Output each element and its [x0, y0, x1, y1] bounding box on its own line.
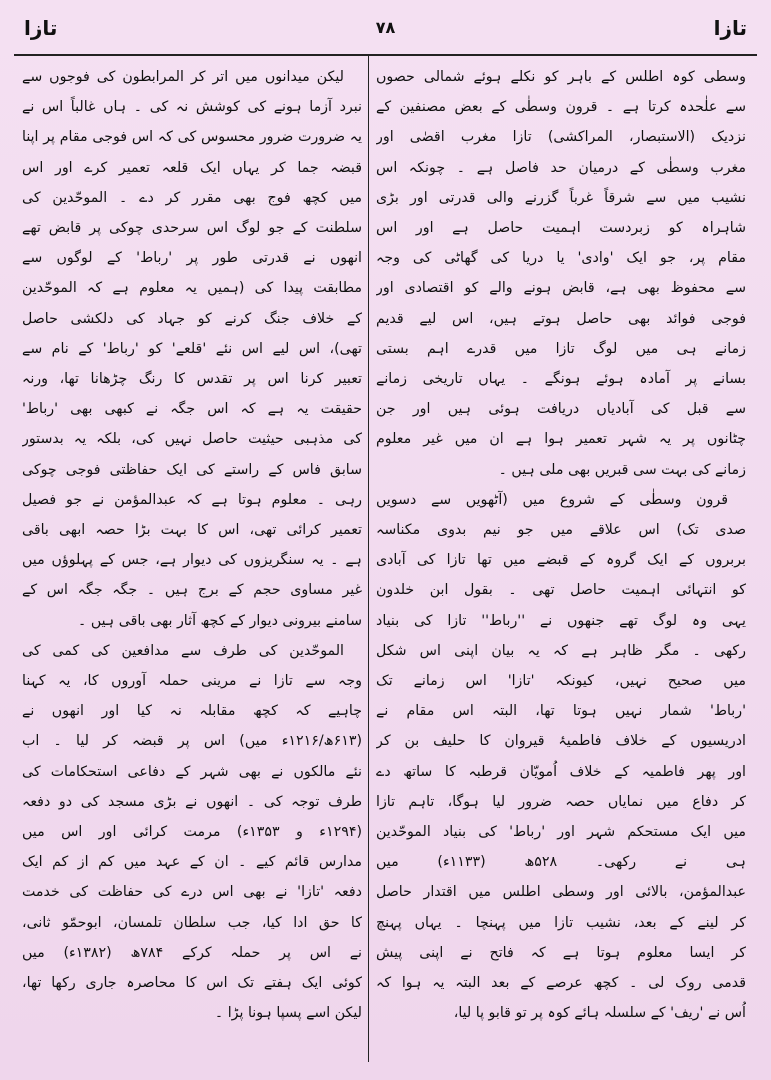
text-line: دفعہ 'تازا' نے بھی اس درے کی حفاظت کی خدمت: [22, 884, 362, 901]
text-line: میں کچھ فوج بھی مقرر کر دے ۔ الموحّدین کی: [22, 189, 362, 206]
text-line: نئے مالکوں نے بھی شہر کے دفاعی استحکامات کی: [22, 763, 362, 780]
text-line: انھوں نے قدرتی طور پر 'رباط' کے لوگوں سے: [22, 250, 362, 267]
text-line: الموحّدین کی طرف سے مدافعین کی کمی کی: [22, 642, 344, 659]
text-line: نبرد آزما ہونے کی کوشش نہ کی ۔ ہاں غالباً اس نے: [22, 99, 362, 116]
text-line: غیر مساوی حجم کے برج ہیں ۔ جگہ جگہ اس کے: [22, 582, 362, 599]
text-line: قرون وسطٰی کے شروع میں (آٹھویں سے دسویں: [376, 491, 728, 508]
text-line: ہے ۔ یہ سنگریزوں کی دیوار ہے، جس کے پہلوؤں میں: [22, 552, 362, 569]
text-line: تعمیر کرائی تھی، اس کا بہت بڑا حصہ ابھی باقی: [22, 522, 362, 539]
text-line: نشیب میں سے شرقاً غرباً گزرنے والی قدرتی اور بڑی: [376, 189, 746, 206]
right-column: [376, 62, 746, 1029]
page-header: [14, 6, 757, 52]
left-column: [22, 62, 362, 1029]
text-line: چٹانوں پر یہ شہر تعمیر ہوا ہے ان میں غیر معلوم: [376, 431, 746, 448]
text-line: سابق فاس کے راستے کی ایک حفاظتی فوجی چوکی: [22, 461, 362, 478]
text-line: مقام پر، جو ایک 'وادی' یا دریا کی گھاٹی کی وجہ: [376, 250, 746, 267]
column-divider: [368, 56, 369, 1062]
text-line: زمانے ہی میں لوگ تازا میں قدرے اہم بستی: [376, 340, 746, 357]
text-line: یہ ضرورت ضرور محسوس کی کہ اس فوجی مقام پر اپنا: [22, 129, 362, 146]
text-line: ہی نے رکھی۔ ۵۲۸ھ (۱۱۳۳ء) میں: [376, 854, 746, 871]
text-line: کر ایسا معلوم ہوتا ہے کہ فاتح نے اپنی پیش: [376, 944, 746, 961]
text-line: سے قبل کی آبادیاں دریافت ہوئی ہیں اور جن: [376, 401, 746, 418]
text-line: فوجی فوائد بھی حاصل ہوتے ہیں، اس لیے قدیم: [376, 310, 746, 327]
text-line: لیکن میدانوں میں اتر کر المرابطون کی فوجوں سے: [22, 69, 344, 85]
running-title-left: تازا: [24, 16, 58, 40]
text-line: نزدیک (الاستبصار، المراکشی) تازا مغرب اقصٰی اور: [376, 129, 746, 146]
text-line: رہی ۔ معلوم ہوتا ہے کہ عبدالمؤمن نے جو فصیل: [22, 491, 362, 508]
text-line: سلطنت کے جو لوگ اس سرحدی چوکی پر قابض تھے: [22, 220, 362, 237]
text-line: یہی وہ لوگ تھے جنھوں نے ''رباط'' تازا کی بنیاد: [376, 612, 746, 629]
text-line: عبدالمؤمن، بالائی اور وسطی اطلس میں اقتدار حاصل: [376, 884, 746, 901]
text-line: کوئی ایک ہفتے تک اس کا محاصرہ جاری رکھا تھا،: [22, 975, 362, 992]
text-line: چاہیے کہ کچھ مقابلہ نہ کیا اور انھوں نے: [22, 703, 362, 720]
text-line: لیکن اسے پسپا ہونا پڑا ۔: [214, 1005, 362, 1022]
text-line: قدمی روک لی ۔ کچھ عرصے کے بعد البتہ یہ ہوا کہ: [376, 975, 746, 992]
text-line: میں ایک مستحکم شہر اور 'رباط' کی بنیاد الموحّدین: [376, 824, 746, 841]
text-line: صدی تک) اس علاقے میں جو نیم بدوی مکناسہ: [376, 522, 746, 539]
text-line: زمانے کی بہت سی قبریں بھی ملی ہیں ۔: [498, 461, 746, 478]
text-line: شاہراہ کو زبردست اہمیت حاصل ہے اور اس: [376, 220, 746, 237]
text-line: کے خلاف جنگ کرنے کو جہاد کی دلکشی حاصل: [22, 310, 362, 327]
text-line: ادریسیوں کے خلاف فاطمیۂ قیروان کا حلیف بن کر: [376, 733, 746, 750]
text-line: (۱۲۹۴ء و ۱۳۵۳ء) مرمت کرائی اور اس میں: [22, 824, 362, 841]
text-line: مطابقت پیدا کی (ہمیں یہ معلوم ہے کہ الموحّدین: [22, 280, 362, 297]
text-line: تھی)، اس لیے اس نئے 'قلعے' کو 'رباط' کے نام سے: [22, 340, 362, 357]
text-line: کو انتہائی اہمیت حاصل تھی ۔ بقول ابن خلدون: [376, 582, 746, 599]
text-line: تعبیر کرنا اس پر تقدس کا رنگ چڑھانا تھا، ورنہ: [22, 371, 362, 388]
text-line: بربروں کے ایک گروہ کے قبضے میں تھا تازا کی آبادی: [376, 552, 746, 569]
running-title-right: تازا: [713, 16, 747, 40]
text-line: اور پھر فاطمیہ کے خلاف اُمویّان قرطبہ کا ساتھ دے: [376, 763, 746, 780]
text-line: حقیقت یہ ہے کہ اس جگہ نے کبھی بھی 'رباط': [22, 401, 362, 418]
header-rule: [14, 54, 757, 56]
text-line: مدارس قائم کیے ۔ ان کے عہد میں کم از کم ایک: [22, 854, 362, 871]
text-line: سے محفوظ بھی ہے، قابض ہونے والے کو اقتصادی اور: [376, 280, 746, 297]
text-line: کر دفاع میں نمایاں حصہ ضرور لیا ہوگا، تاہم تازا: [376, 793, 746, 810]
text-line: وسطی کوہ اطلس کے باہر کو نکلے ہوئے شمالی حصوں: [376, 69, 746, 85]
page-number: ۷۸: [375, 18, 396, 37]
text-line: نے اس پر حملہ کرکے ۷۸۴ھ (۱۳۸۲ء) میں: [22, 944, 362, 961]
text-line: قبضہ جما کر یہاں ایک قلعہ تعمیر کرے اور اس: [22, 159, 362, 176]
text-line: کا حق ادا کیا، جب سلطان تلمسان، ابوحمّو ثانی،: [22, 914, 362, 931]
text-line: اُس نے 'ریف' کے سلسلہ ہائے کوہ پر تو قابو پا لیا،: [453, 1005, 746, 1022]
text-line: کی مذہبی حیثیت حاصل نہیں کی، بلکہ یہ بدستور: [22, 431, 362, 448]
text-line: سامنے بیرونی دیوار کے کچھ آثار بھی باقی ہیں ۔: [78, 612, 362, 629]
text-line: بسانے پر آمادہ ہوئے ہونگے ۔ یہاں تاریخی زمانے: [376, 371, 746, 388]
text-line: وجہ سے تازا نے مرینی حملہ آوروں کا، یہ کہنا: [22, 673, 362, 690]
text-line: 'رباط' شمار نہیں ہوتا تھا، البتہ اس مقام نے: [376, 703, 746, 720]
text-line: کر لینے کے بعد، نشیب تازا میں پہنچا ۔ یہاں پہنچ: [376, 914, 746, 931]
text-line: سے علٰحدہ کرتا ہے ۔ قرون وسطٰی کے بعض مصنفین کے: [376, 99, 746, 116]
text-line: طرف توجہ کی ۔ انھوں نے بڑی مسجد کی دو دفعہ: [22, 793, 362, 810]
text-line: میں صحیح نہیں، کیونکہ 'تازا' اس زمانے تک: [376, 673, 746, 690]
text-line: (۶۱۳ھ/۱۲۱۶ء میں) اس پر قبضہ کر لیا ۔ اب: [22, 733, 362, 750]
text-line: رکھی ۔ مگر ظاہر ہے کہ یہ بیان اپنی اس شکل: [376, 642, 746, 659]
text-line: مغرب وسطٰی کے درمیان حد فاصل ہے ۔ چونکہ اس: [376, 159, 746, 176]
